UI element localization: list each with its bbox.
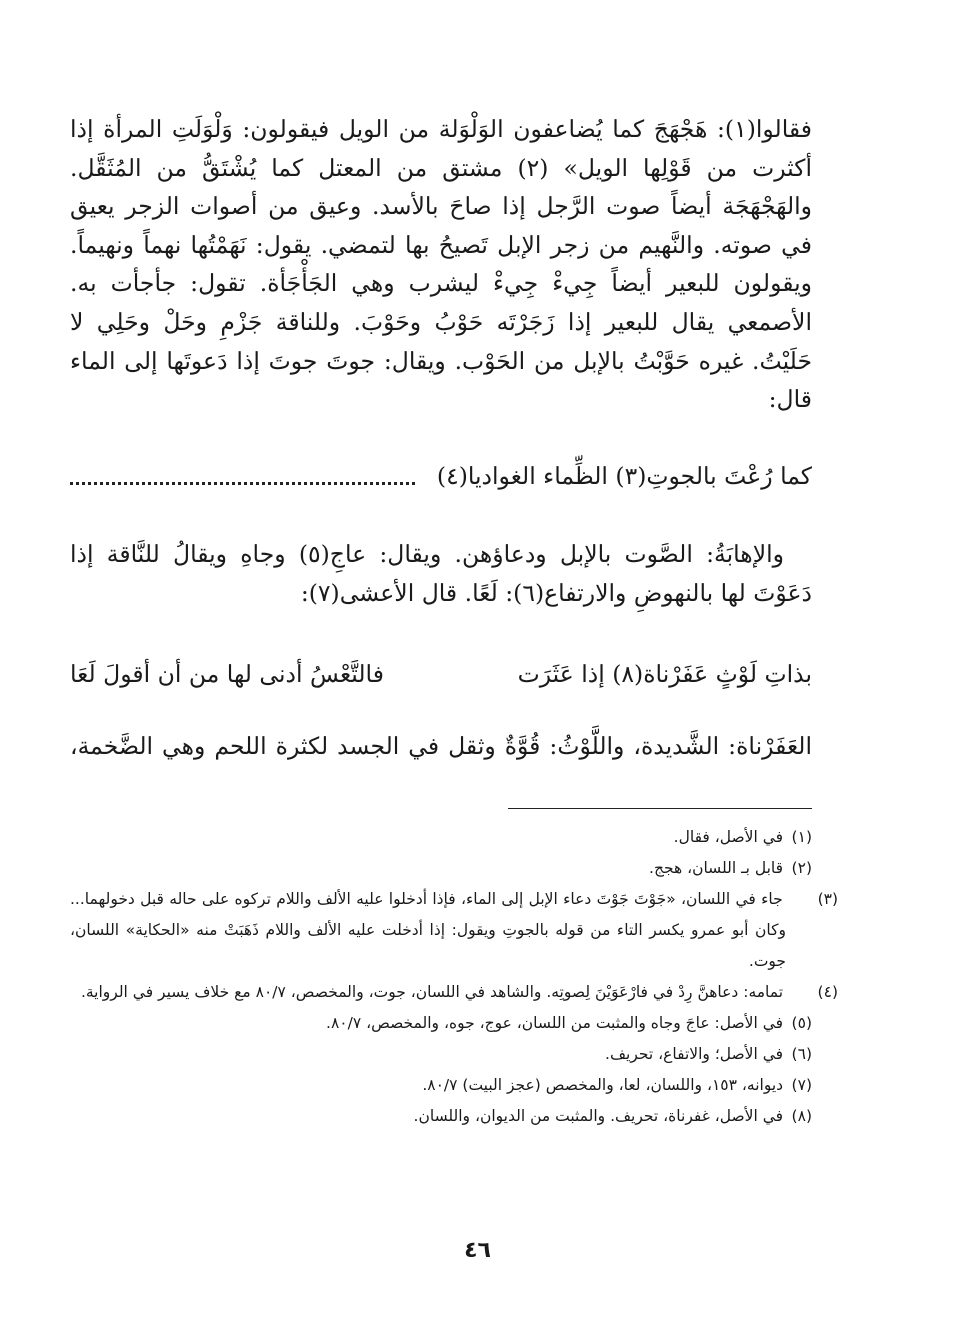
footnote-8: (٨) في الأصل، غفرناة، تحريف. والمثبت من الديوان، واللسان. <box>413 1107 812 1125</box>
dotted-line <box>70 462 415 485</box>
footnote-3: (٣) جاء في اللسان، «جَوْتَ جَوْتَ دعاء الإبل إلى الماء، فإذا أدخلوا عليه الألف واللام تركوه على حاله قبل دخولهما... وكان أبو عمرو يكسر التاء من قوله بالجوتِ ويقول: إذا أدخلت عليه الألف واللام ذَهَبَتْ منه «الحكاية» اللسان، جوت. <box>70 890 839 970</box>
footnotes <box>70 822 839 1132</box>
paragraph-1: فقالوا(١): هَجْهَجَ كما يُضاعفون الوَلْوَلة من الويل فيقولون: وَلْوَلَتِ المرأة إذا أكثرت من قَوْلِها الويل» (٢) مشتق من المعتل كما يُشْتَقُّ من المُثَقَّل. والهَجْهَجَة أيضاً صوت الرَّجل إذا صاحَ بالأسد. وعيق من أصوات الزجر يعيق في صوته. والنَّهيم من زجر الإبل تَصيحُ بها لتمضي. يقول: نَهَمْتُها نهماً ونهيماً. ويقولون للبعير أيضاً جِيءْ جِيءْ ليشرب وهي الجَأْجَأة. تقول: جأجأت به. الأصمعي يقال للبعير إذا زَجَرْتَه حَوْبُ وحَوْبَ. وللناقة جَزْمِ وحَلْ وحَلِي لا حَلَيْتُ. غيره حَوَّبْتُ بالإبل من الحَوْب. ويقال: جوتَ جوتَ إذا دَعوتَها إلى الماء قال: <box>70 115 812 414</box>
main-text-2 <box>70 535 812 612</box>
paragraph-2: والإهابَةُ: الصَّوت بالإبل ودعاؤهن. ويقال: عاجِ(٥) وجاهِ ويقالُ للنَّاقة إذا دَعَوْتَ لها بالنهوضِ والارتفاع(٦): لَعًا. قال الأعشى(٧): <box>70 540 812 607</box>
verse-2-second-hemistich <box>70 654 470 694</box>
verse-1-ellipsis <box>70 462 415 492</box>
verse-2-second-text: فالتَّعْسُ أدنى لها من أن أقولَ لَعَا <box>70 660 384 688</box>
footnote-5: (٥) في الأصل: عاجَ وجاه والمثبت من اللسان، عوج، جوه، والمخصص، ٨٠/٧. <box>326 1014 812 1032</box>
footnote-1: (١) في الأصل، فقال. <box>673 828 812 846</box>
footnote-separator <box>508 808 812 809</box>
page-number: ٤٦ <box>464 1238 491 1263</box>
verse-1-hemistich: كما رُعْتَ بالجوتِ(٣) الظِّماء الغواديا(٤) <box>436 462 812 490</box>
footnote-2: (٢) قابل بـ اللسان، هجج. <box>649 859 812 877</box>
paragraph-3: العَفَرْناة: الشَّديدة، واللَّوْثُ: قُوَّةٌ وثقل في الجسد لكثرة اللحم وهي الضَّخمة، <box>70 732 812 760</box>
footnote-4: (٤) تمامه: دعاهنَّ رِدْ في فارْعَوَيْنَ لِصوتِه. والشاهد في اللسان، جوت، والمخصص، ٨٠/٧ مع خلاف يسير في الرواية. <box>80 983 838 1001</box>
main-text <box>70 110 812 419</box>
footnote-6: (٦) في الأصل؛ والاتفاع، تحريف. <box>605 1045 812 1063</box>
footnote-7: (٧) ديوانه، ١٥٣، واللسان، لعا، والمخصص (عجز البيت) ٨٠/٧. <box>422 1076 812 1094</box>
verse-2-first-hemistich: بذاتِ لَوْثٍ عَفَرْناة(٨) إذا عَثَرَت <box>517 660 812 688</box>
